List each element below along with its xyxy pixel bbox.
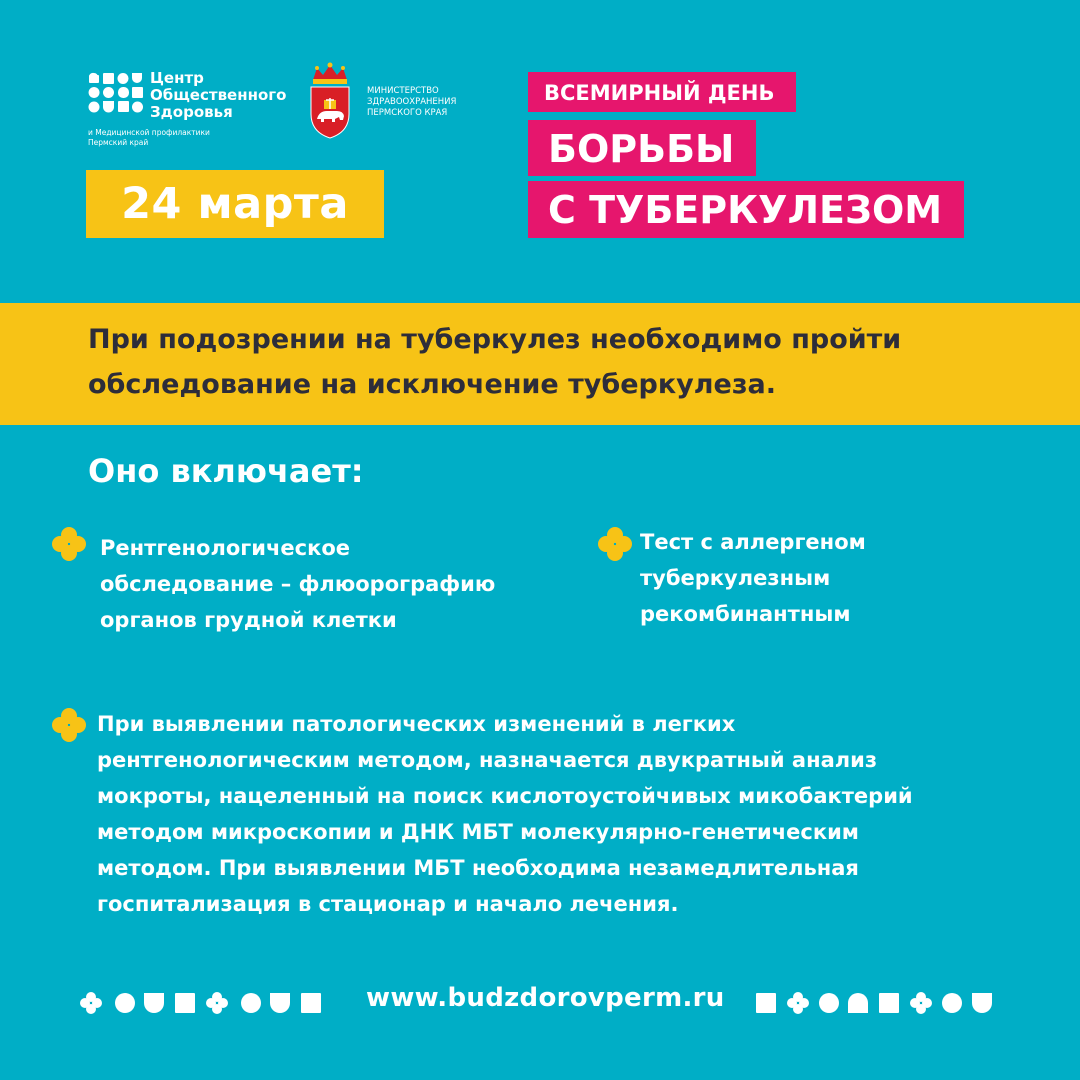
cph-name: Центр Общественного Здоровья (150, 69, 287, 121)
list-item: При выявлении патологических изменений в легких рентгенологическим методом, назначается двукратный анализ мокроты, нацеленный на поиск кислотоустойчивых микобактерий методом микроскопии и ДНК МБТ молекулярно-генетическим методом. При выявлении МБТ необходима незамедлительная госпитализация в стационар и начало лечения. (97, 712, 913, 916)
ministry-name: МИНИСТЕРСТВО ЗДРАВООХРАНЕНИЯ ПЕРМСКОГО КРАЯ (367, 86, 457, 118)
yellow-flower-icon (598, 527, 632, 561)
yellow-flower-icon (52, 708, 86, 742)
title-line-3: С ТУБЕРКУЛЕЗОМ (528, 181, 964, 238)
footer-shapes-right-icon (754, 990, 1004, 1016)
title-line-2: БОРЬБЫ (528, 120, 756, 176)
info-banner (0, 303, 1080, 425)
list-item: Рентгенологическое обследование – флюорографию органов грудной клетки (100, 536, 496, 632)
footer-shapes-left-icon (80, 990, 332, 1016)
event-date: 24 марта (86, 170, 384, 238)
cph-logo (88, 70, 298, 160)
title-line-1: ВСЕМИРНЫЙ ДЕНЬ (528, 72, 796, 112)
ministry-logo (305, 62, 495, 142)
cph-shapes-logo-icon (88, 72, 144, 124)
list-item: Тест с аллергеном туберкулезным рекомбинантным (640, 530, 866, 626)
cph-subtitle: и Медицинской профилактики Пермский край (88, 128, 210, 147)
includes-heading: Оно включает: (88, 452, 364, 490)
website-link[interactable]: www.budzdorovperm.ru (366, 983, 725, 1013)
banner-text: При подозрении на туберкулез необходимо пройти обследование на исключение туберкулеза. (88, 324, 902, 400)
yellow-flower-icon (52, 527, 86, 561)
perm-coat-of-arms-icon (305, 62, 355, 140)
